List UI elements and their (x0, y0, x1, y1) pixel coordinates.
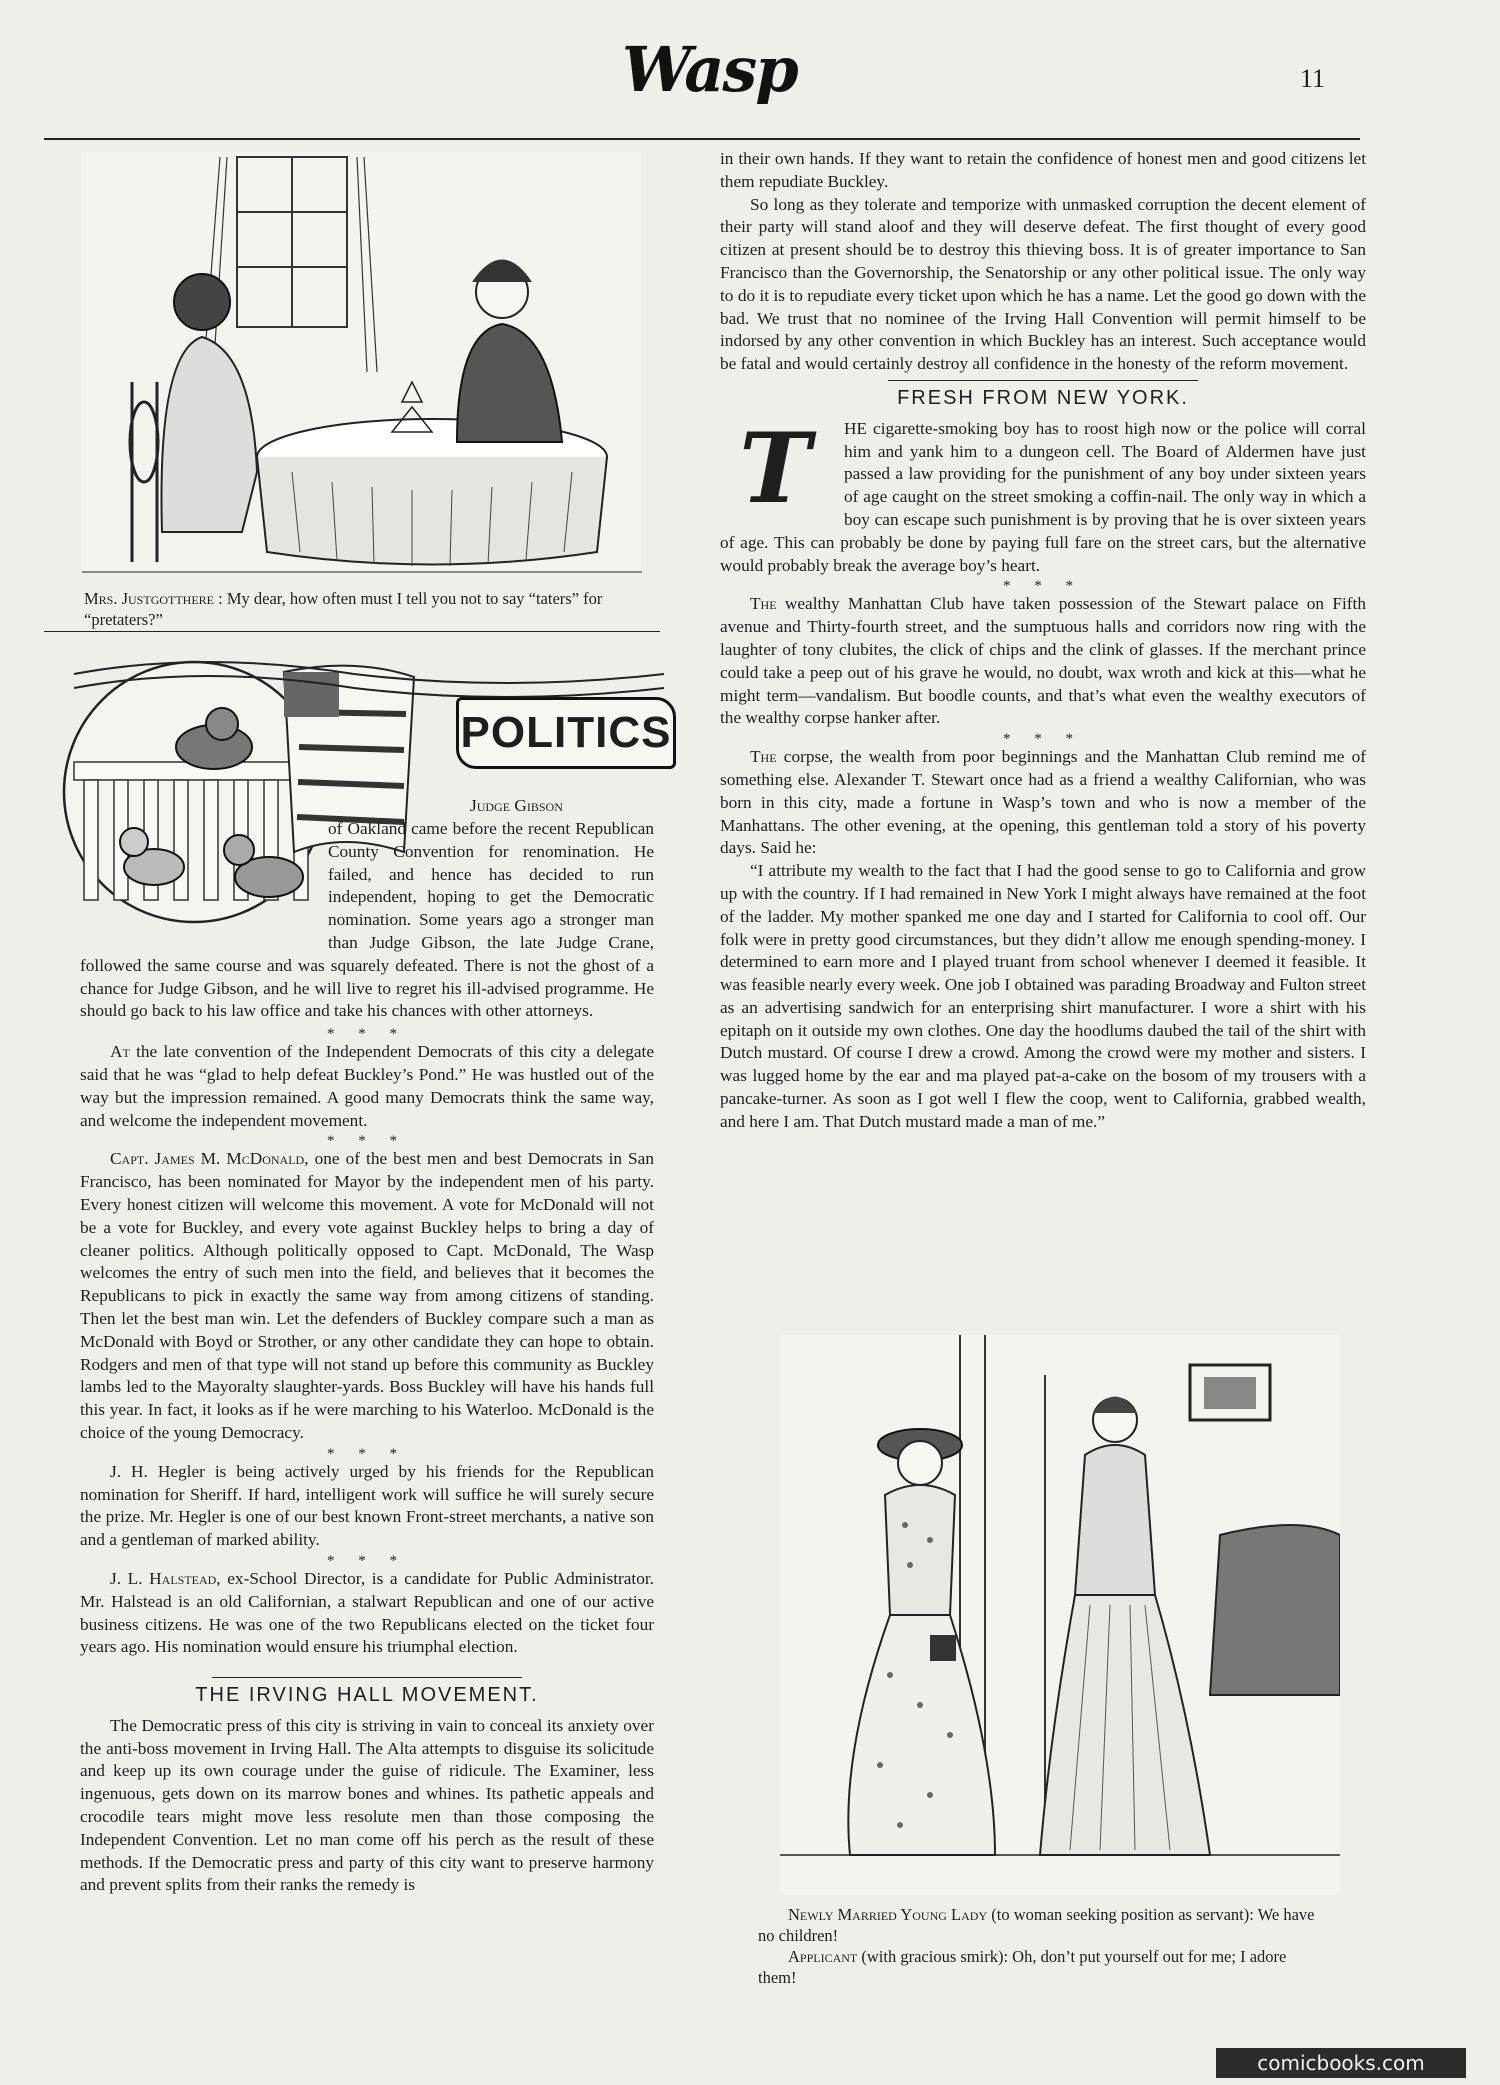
politics-paragraph-2: At the late convention of the Independent Democrats of this city a delegate said that he was “glad to help defeat Buckley’s Pond.” He was hustled out of the way but the impression remained. A good many Democrats think the same way, and welcome the independent movement. (80, 1042, 654, 1130)
fresh-paragraph-2: The wealthy Manhattan Club have taken possession of the Stewart palace on Fifth avenue and Thirty-fourth street, and the sumptuous halls and corridors now ring with the laughter of tony clubites, the click of chips and the clink of glasses. If the merchant prince could take a peep out of his grave he would, no doubt, wax wroth and kick at this—what he might term—vandalism. But boodle counts, and that’s what even the wealthy executors of the wealthy corpse hanker after. (720, 594, 1366, 728)
bottom-cartoon-caption (758, 1904, 1318, 1988)
politics-paragraph-3: Capt. James M. McDonald, one of the best men and best Democrats in San Francisco, has been nominated for Mayor by the independent men of his party. Every honest citizen will welcome this movement. A vote for McDonald will not be a vote for Buckley, and every vote against Buckley helps to bring a day of cleaner politics. Although politically opposed to Capt. McDonald, The Wasp welcomes the entry of such men into the field, and believes that it becomes the Republicans to pick in exactly the same way from among citizens of standing. Then let the best man win. Let the defenders of Buckley compare such a man as McDonald with Boyd or Strother, or any other candidate they can hope to obtain. Rodgers and men of that type will not stand up before this community as Buckley lambs led to the Mayoralty slaughter-yards. Boss Buckley will have his hands full this year. In fact, it looks as if he were marching to his Waterloo. McDonald is the choice of the young Democracy. (80, 1149, 654, 1442)
irving-hall-paragraph-1-continued: in their own hands. If they want to retain the confidence of honest men and good citizens let them repudiate Buckley. (720, 149, 1366, 191)
politics-lead-gibson: Judge Gibson (470, 796, 563, 815)
irving-hall-paragraph-1: The Democratic press of this city is striving in vain to conceal its anxiety over the anti-boss movement in Irving Hall. The Alta attempts to disguise its solicitude and keep up its own courage under the guise of ridicule. The Examiner, less ingenuous, gets down on its marrow bones and whines. Its pathetic appeals and crocodile tears might move less resolute men than those composing the Independent Convention. Let no man come off his perch as the result of these methods. If the Democratic press and party of this city want to preserve harmony and prevent splits from their ranks the remedy is (80, 1715, 654, 1895)
irving-hall-rule (212, 1677, 522, 1678)
fresh-paragraph-3: The corpse, the wealth from poor beginnings and the Manhattan Club remind me of something else. Alexander T. Stewart once had as a friend a wealthy Californian, who was born in this city, made a fortune in Wasp’s town and who is now a member of the Manhattans. The other evening, at the opening, this gentleman told a story of his poverty days. Said he: (720, 747, 1366, 858)
caption-speaker-2: Applicant (788, 1947, 858, 1966)
fresh-heading: FRESH FROM NEW YORK. (897, 386, 1189, 409)
fresh-paragraph-1: T HE cigarette-smoking boy has to roost high now or the police will corral him and yank him to a dungeon cell. The Board of Aldermen have just passed a law providing for the punishment of any boy under sixteen years of age caught on the street smoking a coffin-nail. The only way in which a boy can escape such punishment is by proving that he is over sixteen years of age. This can probably be done by paying full fare on the street cars, but the alternative would probably break the average boy’s heart. (720, 418, 1366, 578)
fresh-rule (888, 380, 1198, 381)
politics-article (80, 818, 654, 1897)
caption-text: : My dear, how often must I tell you not to say “taters” for “pretaters?” (84, 589, 603, 629)
dining-table-cartoon (62, 152, 662, 582)
section-stars: * * * (327, 1026, 407, 1043)
politics-paragraph-4: J. H. Hegler is being actively urged by his friends for the Republican nomination for Sheriff. If hard, intelligent work will suffice he will surely secure the prize. Mr. Hegler is one of our best known Front-street merchants, a native son and a gentleman of marked ability. (80, 1461, 654, 1550)
section-stars: * * * (327, 1552, 407, 1569)
politics-banner: POLITICS (456, 697, 676, 769)
section-stars: * * * (327, 1445, 407, 1462)
section-stars: * * * (327, 1133, 407, 1150)
caption-speaker: Mrs. Justgotthere (84, 589, 215, 608)
caption-line-2: (with gracious smirk): Oh, don’t put yourself out for me; I adore them! (758, 1947, 1287, 1987)
wasp-logo: Wasp (622, 33, 797, 106)
dropcap-letter: T (739, 411, 811, 525)
caption-line-1: (to woman seeking position as servant): We have no children! (758, 1905, 1315, 1945)
irving-hall-paragraph-2: So long as they tolerate and temporize with unmasked corruption the decent element of their party will stand aloof and they will deserve defeat. The first thought of every good citizen at present should be to destroy this thieving boss. It is of greater importance to San Francisco than the Governorship, the Senatorship or any other political issue. The only way to do it is to repudiate every ticket upon which he has a name. Let the good go down with the bad. We trust that no nominee of the Irving Hall Convention will permit himself to be indorsed by any other convention in which Buckley has an interest. Such acceptance would be fatal and would certainly destroy all confidence in the honesty of the reform movement. (720, 194, 1366, 374)
section-stars: * * * (1003, 578, 1083, 595)
right-column (720, 148, 1366, 1134)
section-stars: * * * (1003, 731, 1083, 748)
servant-cartoon (780, 1335, 1340, 1895)
page-number: 11 (1300, 64, 1326, 93)
politics-column (80, 795, 654, 818)
site-watermark: comicbooks.com (1216, 2048, 1466, 2078)
fresh-paragraph-4: “I attribute my wealth to the fact that I had the good sense to go to California and grow up with the country. If I had remained in New York I might always have remained at the foot of the ladder. My mother spanked me one day and I started for California to cool off. Our folk were in pretty good circumstances, but they didn’t allow me enough spending-money. I determined to earn more and I played truant from school whenever I deemed it feasible. It was feasible nearly every week. One job I obtained was parading Broadway and Fulton street as an advertising sandwich for an enterprising shirt manufacturer. I wore a shirt with his epitaph on it outside my own clothes. One day the hoodlums daubed the tail of the shirt with Dutch mustard. Of course I drew a crowd. Among the crowd were my mother and sisters. I was lugged home by the ear and ma played pat-a-cake on the bosom of my trousers with a pancake-turner. As soon as I got well I flew the coop, went to California, grabbed wealth, and here I am. That Dutch mustard made a man of me.” (720, 861, 1366, 1131)
top-cartoon-caption (84, 588, 654, 630)
cartoon-divider (44, 631, 660, 632)
politics-paragraph-1: of Oakland came before the recent Republican County Convention for renomination. He failed, and hence has decided to run independent, hoping to get the Democratic nomination. Some years ago a stronger man than Judge Gibson, the late Judge Crane, followed the same course and was squarely defeated. There is not the ghost of a chance for Judge Gibson, and he will live to regret his ill-advised programme. He should go back to his law office and take his chances with other attorneys. (80, 819, 654, 1021)
caption-speaker-1: Newly Married Young Lady (788, 1905, 988, 1924)
politics-paragraph-5: J. L. Halstead, ex-School Director, is a candidate for Public Administrator. Mr. Halstead is an old Californian, a stalwart Republican and one of our active business citizens. He was one of the two Republicans elected on the ticket four years ago. His nomination would ensure his triumphal election. (80, 1568, 654, 1657)
irving-hall-heading: THE IRVING HALL MOVEMENT. (195, 1684, 539, 1707)
masthead-rule (44, 138, 1360, 140)
